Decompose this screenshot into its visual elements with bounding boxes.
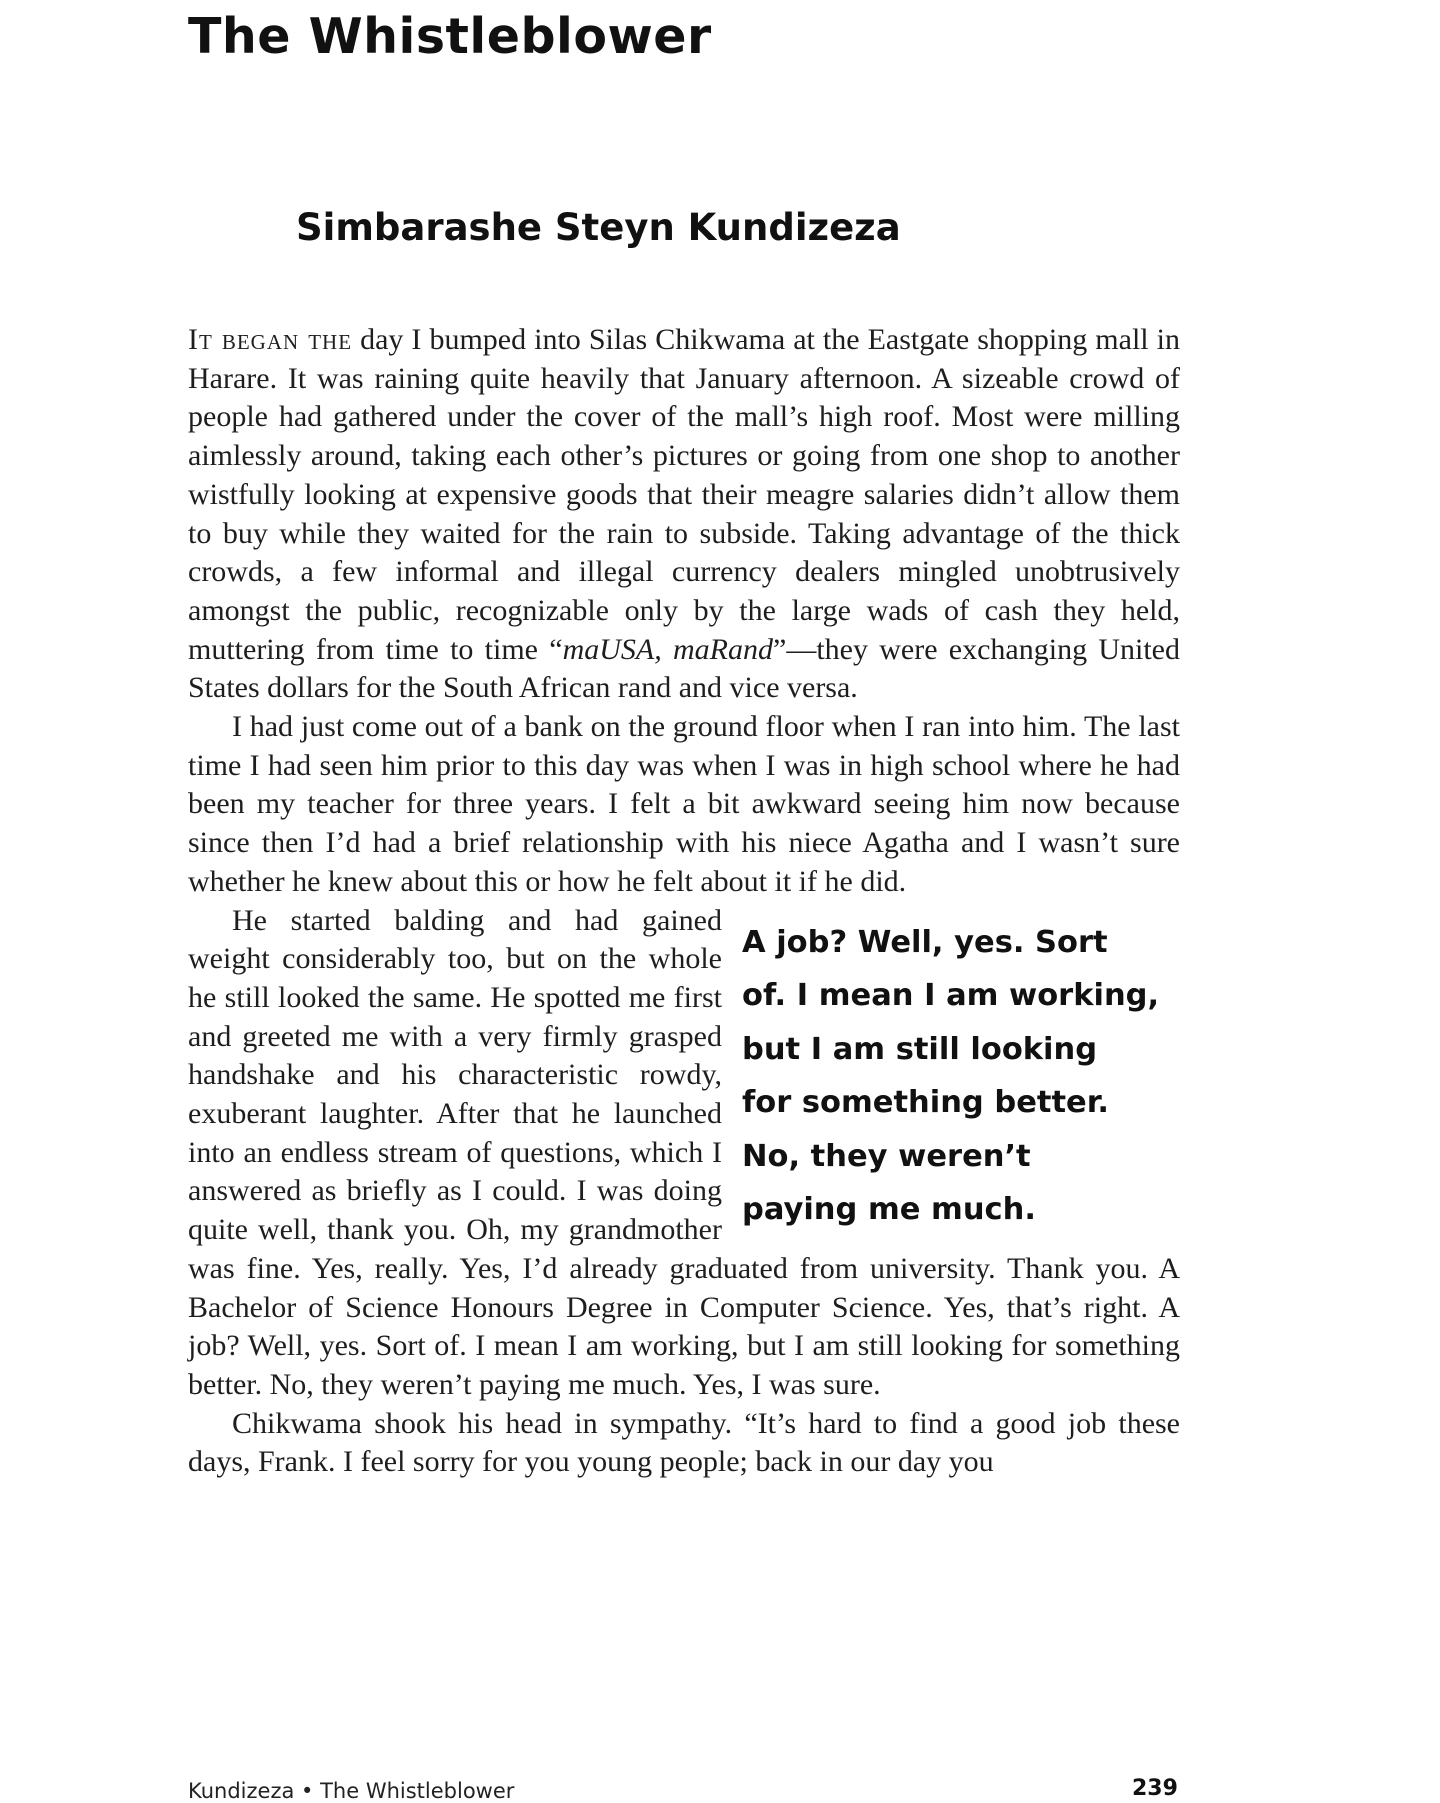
pull-quote-line: for something better. — [742, 1085, 1110, 1121]
paragraph-1-text: day I bumped into Silas Chikwama at the Eastgate shopping mall in Harare. It was raining quite heavily that January afternoon. A sizeable crowd of people had gathered under the cover of the mall’s high roof. Most were milling aimlessly around, taking each other’s pictures or going from one shop to another wistfully looking at expensive goods that their meagre salaries didn’t allow them to buy while they waited for the rain to subside. Taking advantage of the thick crowds, a few informal and illegal currency dealers mingled unobtrusively amongst the public, recognizable only by the large wads of cash they held, muttering from time to time “ — [188, 323, 1180, 666]
pull-quote-line: No, they weren’t — [742, 1138, 1031, 1174]
paragraph-1-italic: maUSA, maRand — [562, 632, 774, 666]
running-footer: Kundizeza • The Whistleblower — [188, 1779, 515, 1803]
paragraph-1 — [188, 321, 1180, 708]
paragraph-1-end: ”—they were exchanging United States dollars for the South African rand and vice versa. — [188, 632, 1180, 705]
page-number: 239 — [1132, 1776, 1178, 1801]
paragraph-2: I had just come out of a bank on the ground floor when I ran into him. The last time I had seen him prior to this day was when I was in high school where he had been my teacher for three years. I felt a bit awkward seeing him now because since then I’d had a brief relationship with his niece Agatha and I wasn’t sure whether he knew about this or how he felt about it if he did. — [188, 710, 1180, 898]
pull-quote-line: of. I mean I am working, — [742, 978, 1160, 1014]
story-title: The Whistleblower — [188, 8, 712, 65]
story-body — [188, 321, 1180, 1482]
pull-quote-line: paying me much. — [742, 1192, 1036, 1228]
paragraph-4: Chikwama shook his head in sympathy. “It’s hard to find a good job these days, Frank. I feel sorry for you young people; back in our day you — [188, 1406, 1180, 1479]
pull-quote-line: but I am still looking — [742, 1031, 1098, 1067]
pull-quote — [742, 916, 1180, 1237]
pull-quote-line: A job? Well, yes. Sort — [742, 924, 1108, 960]
paragraph-3: He started balding and had gained weight considerably too, but on the whole he still looked the same. He spotted me first and greeted me with a very firmly grasped handshake and his characteristic rowdy, exuberant laughter. After that he launched into an endless stream of questions, which I answered as briefly as I could. I was doing quite well, thank you. Oh, my grandmother was fine. Yes, really. Yes, I’d already graduated from university. Thank you. A Bachelor of Science Honours Degree in Computer Science. Yes, that’s right. A job? Well, yes. Sort of. I mean I am working, but I am still looking for something better. No, they weren’t paying me much. Yes, I was sure. — [188, 903, 1180, 1401]
opening-small-caps: It began the — [188, 323, 353, 356]
author-name: Simbarashe Steyn Kundizeza — [296, 206, 901, 249]
